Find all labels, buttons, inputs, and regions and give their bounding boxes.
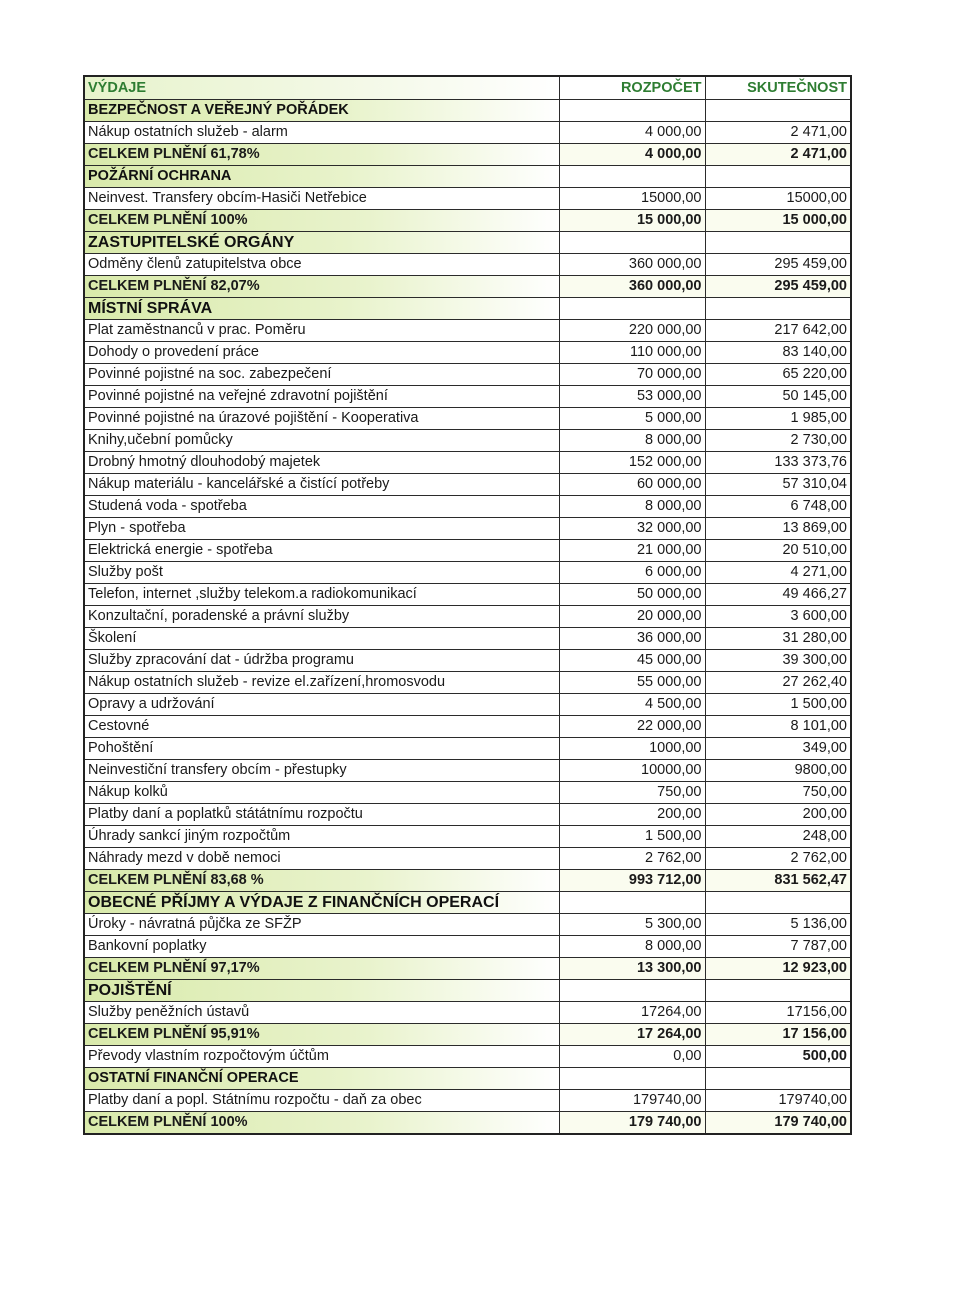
table-row: [84, 716, 851, 738]
budget-value: [559, 100, 705, 122]
actual-value: 31 280,00: [705, 628, 851, 650]
section-row: [84, 980, 851, 1002]
table-row: [84, 452, 851, 474]
budget-value: 152 000,00: [559, 452, 705, 474]
budget-value: 10000,00: [559, 760, 705, 782]
actual-value: [705, 892, 851, 914]
table-row: [84, 914, 851, 936]
row-label: Drobný hmotný dlouhodobý majetek: [84, 452, 559, 474]
table-row: [84, 738, 851, 760]
budget-value: 55 000,00: [559, 672, 705, 694]
row-label: Povinné pojistné na soc. zabezpečení: [84, 364, 559, 386]
row-label: Neinvestiční transfery obcím - přestupky: [84, 760, 559, 782]
budget-value: 20 000,00: [559, 606, 705, 628]
row-label: Dohody o provedení práce: [84, 342, 559, 364]
budget-value: 4 000,00: [559, 122, 705, 144]
budget-value: 2 762,00: [559, 848, 705, 870]
actual-value: 831 562,47: [705, 870, 851, 892]
table-row: [84, 320, 851, 342]
budget-value: 17 264,00: [559, 1024, 705, 1046]
row-label: ZASTUPITELSKÉ ORGÁNY: [84, 232, 559, 254]
table-row: [84, 1090, 851, 1112]
table-row: [84, 474, 851, 496]
actual-value: [705, 100, 851, 122]
table-row: [84, 1046, 851, 1068]
row-label: Školení: [84, 628, 559, 650]
budget-table: [83, 75, 852, 1135]
actual-value: 2 471,00: [705, 122, 851, 144]
actual-value: 3 600,00: [705, 606, 851, 628]
row-label: CELKEM PLNĚNÍ 100%: [84, 1112, 559, 1135]
budget-value: 4 500,00: [559, 694, 705, 716]
actual-value: 12 923,00: [705, 958, 851, 980]
budget-value: 53 000,00: [559, 386, 705, 408]
actual-value: 50 145,00: [705, 386, 851, 408]
budget-value: 5 000,00: [559, 408, 705, 430]
row-label: POŽÁRNÍ OCHRANA: [84, 166, 559, 188]
actual-value: [705, 1068, 851, 1090]
budget-value: 1000,00: [559, 738, 705, 760]
table-row: [84, 386, 851, 408]
actual-value: 2 471,00: [705, 144, 851, 166]
total-row: [84, 870, 851, 892]
actual-value: 57 310,04: [705, 474, 851, 496]
row-label: Náhrady mezd v době nemoci: [84, 848, 559, 870]
table-row: [84, 584, 851, 606]
row-label: Nákup materiálu - kancelářské a čistící potřeby: [84, 474, 559, 496]
actual-value: 1 500,00: [705, 694, 851, 716]
header-actual: SKUTEČNOST: [705, 76, 851, 100]
row-label: Opravy a udržování: [84, 694, 559, 716]
budget-value: 4 000,00: [559, 144, 705, 166]
row-label: CELKEM PLNĚNÍ 97,17%: [84, 958, 559, 980]
budget-value: 45 000,00: [559, 650, 705, 672]
row-label: Cestovné: [84, 716, 559, 738]
budget-value: 110 000,00: [559, 342, 705, 364]
actual-value: 133 373,76: [705, 452, 851, 474]
section-row: [84, 232, 851, 254]
table-row: [84, 562, 851, 584]
actual-value: 295 459,00: [705, 254, 851, 276]
table-row: [84, 430, 851, 452]
row-label: POJIŠTĚNÍ: [84, 980, 559, 1002]
budget-value: 8 000,00: [559, 936, 705, 958]
budget-value: 360 000,00: [559, 276, 705, 298]
actual-value: 15000,00: [705, 188, 851, 210]
budget-value: 36 000,00: [559, 628, 705, 650]
row-label: OBECNÉ PŘÍJMY A VÝDAJE Z FINANČNÍCH OPERACÍ: [84, 892, 559, 914]
row-label: Bankovní poplatky: [84, 936, 559, 958]
budget-value: 8 000,00: [559, 430, 705, 452]
actual-value: [705, 298, 851, 320]
actual-value: 500,00: [705, 1046, 851, 1068]
actual-value: 200,00: [705, 804, 851, 826]
actual-value: 8 101,00: [705, 716, 851, 738]
row-label: Nákup kolků: [84, 782, 559, 804]
table-row: [84, 672, 851, 694]
total-row: [84, 1112, 851, 1135]
budget-value: 179740,00: [559, 1090, 705, 1112]
row-label: Nákup ostatních služeb - alarm: [84, 122, 559, 144]
row-label: CELKEM PLNĚNÍ 61,78%: [84, 144, 559, 166]
row-label: Úhrady sankcí jiným rozpočtům: [84, 826, 559, 848]
budget-value: 220 000,00: [559, 320, 705, 342]
row-label: Studená voda - spotřeba: [84, 496, 559, 518]
table-row: [84, 408, 851, 430]
row-label: Nákup ostatních služeb - revize el.zařízení,hromosvodu: [84, 672, 559, 694]
budget-value: 0,00: [559, 1046, 705, 1068]
row-label: Konzultační, poradenské a právní služby: [84, 606, 559, 628]
actual-value: 15 000,00: [705, 210, 851, 232]
row-label: CELKEM PLNĚNÍ 83,68 %: [84, 870, 559, 892]
table-row: [84, 650, 851, 672]
row-label: CELKEM PLNĚNÍ 95,91%: [84, 1024, 559, 1046]
actual-value: 49 466,27: [705, 584, 851, 606]
row-label: Knihy,učební pomůcky: [84, 430, 559, 452]
row-label: Neinvest. Transfery obcím-Hasiči Netřebice: [84, 188, 559, 210]
budget-value: 360 000,00: [559, 254, 705, 276]
budget-value: [559, 232, 705, 254]
row-label: Služby zpracování dat - údržba programu: [84, 650, 559, 672]
row-label: Plyn - spotřeba: [84, 518, 559, 540]
actual-value: 6 748,00: [705, 496, 851, 518]
table-row: [84, 188, 851, 210]
row-label: Plat zaměstnanců v prac. Poměru: [84, 320, 559, 342]
row-label: OSTATNÍ FINANČNÍ OPERACE: [84, 1068, 559, 1090]
budget-value: 32 000,00: [559, 518, 705, 540]
row-label: MÍSTNÍ SPRÁVA: [84, 298, 559, 320]
budget-value: [559, 166, 705, 188]
table-row: [84, 1002, 851, 1024]
total-row: [84, 144, 851, 166]
budget-value: 8 000,00: [559, 496, 705, 518]
expense-sheet: [83, 75, 850, 1135]
actual-value: 20 510,00: [705, 540, 851, 562]
section-row: [84, 100, 851, 122]
section-row: [84, 166, 851, 188]
table-row: [84, 496, 851, 518]
budget-value: 21 000,00: [559, 540, 705, 562]
actual-value: 217 642,00: [705, 320, 851, 342]
section-row: [84, 298, 851, 320]
row-label: Pohoštění: [84, 738, 559, 760]
actual-value: 4 271,00: [705, 562, 851, 584]
table-row: [84, 342, 851, 364]
actual-value: 5 136,00: [705, 914, 851, 936]
actual-value: 17 156,00: [705, 1024, 851, 1046]
row-label: Úroky - návratná půjčka ze SFŽP: [84, 914, 559, 936]
budget-value: 5 300,00: [559, 914, 705, 936]
table-row: [84, 540, 851, 562]
row-label: Služby peněžních ústavů: [84, 1002, 559, 1024]
table-row: [84, 782, 851, 804]
actual-value: [705, 166, 851, 188]
actual-value: 750,00: [705, 782, 851, 804]
budget-value: [559, 980, 705, 1002]
row-label: CELKEM PLNĚNÍ 100%: [84, 210, 559, 232]
actual-value: [705, 980, 851, 1002]
header-label: VÝDAJE: [84, 76, 559, 100]
table-row: [84, 804, 851, 826]
budget-value: 70 000,00: [559, 364, 705, 386]
actual-value: 39 300,00: [705, 650, 851, 672]
header-budget: ROZPOČET: [559, 76, 705, 100]
row-label: Telefon, internet ,služby telekom.a radiokomunikací: [84, 584, 559, 606]
table-row: [84, 760, 851, 782]
budget-value: 6 000,00: [559, 562, 705, 584]
row-label: CELKEM PLNĚNÍ 82,07%: [84, 276, 559, 298]
actual-value: 295 459,00: [705, 276, 851, 298]
table-row: [84, 826, 851, 848]
table-row: [84, 694, 851, 716]
budget-value: [559, 1068, 705, 1090]
budget-value: 200,00: [559, 804, 705, 826]
row-label: Převody vlastním rozpočtovým účtům: [84, 1046, 559, 1068]
section-row: [84, 892, 851, 914]
table-header-row: [84, 76, 851, 100]
row-label: BEZPEČNOST A VEŘEJNÝ POŘÁDEK: [84, 100, 559, 122]
table-row: [84, 518, 851, 540]
table-row: [84, 364, 851, 386]
total-row: [84, 276, 851, 298]
table-row: [84, 936, 851, 958]
total-row: [84, 958, 851, 980]
budget-value: [559, 298, 705, 320]
row-label: Služby pošt: [84, 562, 559, 584]
actual-value: 179740,00: [705, 1090, 851, 1112]
budget-value: 1 500,00: [559, 826, 705, 848]
table-row: [84, 628, 851, 650]
actual-value: 1 985,00: [705, 408, 851, 430]
total-row: [84, 210, 851, 232]
actual-value: 9800,00: [705, 760, 851, 782]
row-label: Elektrická energie - spotřeba: [84, 540, 559, 562]
table-row: [84, 254, 851, 276]
budget-value: 50 000,00: [559, 584, 705, 606]
budget-value: 13 300,00: [559, 958, 705, 980]
actual-value: 17156,00: [705, 1002, 851, 1024]
actual-value: 83 140,00: [705, 342, 851, 364]
row-label: Povinné pojistné na úrazové pojištění - Kooperativa: [84, 408, 559, 430]
actual-value: 2 762,00: [705, 848, 851, 870]
actual-value: 27 262,40: [705, 672, 851, 694]
budget-value: [559, 892, 705, 914]
actual-value: 248,00: [705, 826, 851, 848]
section-row: [84, 1068, 851, 1090]
actual-value: 7 787,00: [705, 936, 851, 958]
table-row: [84, 122, 851, 144]
row-label: Povinné pojistné na veřejné zdravotní pojištění: [84, 386, 559, 408]
budget-value: 993 712,00: [559, 870, 705, 892]
budget-value: 15000,00: [559, 188, 705, 210]
budget-value: 60 000,00: [559, 474, 705, 496]
actual-value: 2 730,00: [705, 430, 851, 452]
budget-value: 17264,00: [559, 1002, 705, 1024]
budget-value: 179 740,00: [559, 1112, 705, 1135]
actual-value: 13 869,00: [705, 518, 851, 540]
total-row: [84, 1024, 851, 1046]
actual-value: 179 740,00: [705, 1112, 851, 1135]
budget-value: 22 000,00: [559, 716, 705, 738]
actual-value: 65 220,00: [705, 364, 851, 386]
row-label: Platby daní a popl. Státnímu rozpočtu - daň za obec: [84, 1090, 559, 1112]
actual-value: 349,00: [705, 738, 851, 760]
table-row: [84, 848, 851, 870]
table-row: [84, 606, 851, 628]
row-label: Platby daní a poplatků státátnímu rozpočtu: [84, 804, 559, 826]
actual-value: [705, 232, 851, 254]
budget-value: 15 000,00: [559, 210, 705, 232]
row-label: Odměny členů zatupitelstva obce: [84, 254, 559, 276]
budget-value: 750,00: [559, 782, 705, 804]
